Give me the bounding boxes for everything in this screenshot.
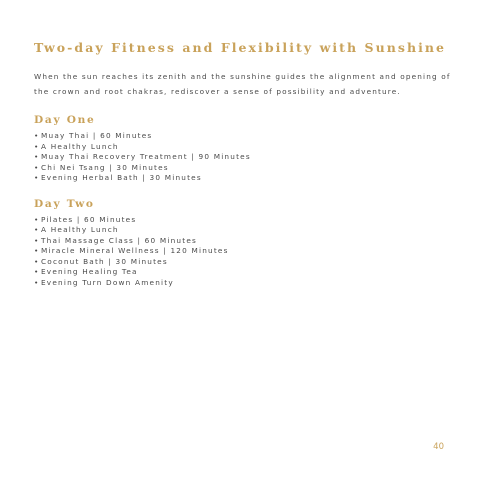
list-item-text: Evening Herbal Bath | 30 Minutes bbox=[41, 173, 202, 182]
bullet-icon: • bbox=[34, 256, 40, 266]
day-two-list bbox=[34, 215, 454, 289]
bullet-icon: • bbox=[34, 141, 40, 151]
list-item-text: Chi Nei Tsang | 30 Minutes bbox=[41, 162, 169, 172]
list-item bbox=[34, 142, 454, 153]
bullet-icon: • bbox=[34, 173, 40, 182]
list-item-text: Muay Thai Recovery Treatment | 90 Minutes bbox=[41, 152, 251, 161]
bullet-icon: • bbox=[34, 162, 40, 172]
list-item-text: Thai Massage Class | 60 Minutes bbox=[41, 235, 198, 245]
list-item bbox=[34, 173, 454, 184]
day-one-list bbox=[34, 131, 454, 184]
list-item-text: A Healthy Lunch bbox=[41, 141, 119, 151]
bullet-icon: • bbox=[34, 225, 40, 234]
list-item-text: A Healthy Lunch bbox=[41, 225, 119, 234]
list-item-text: Evening Healing Tea bbox=[41, 267, 138, 276]
list-item-text: Evening Turn Down Amenity bbox=[41, 277, 174, 287]
page-number: 40 bbox=[433, 442, 444, 452]
intro-paragraph: When the sun reaches its zenith and the sunshine guides the alignment and opening of the crown and root chakras, rediscover a sense of possibility and adventure. bbox=[34, 72, 451, 96]
day-two-heading: Day Two bbox=[34, 197, 95, 210]
list-item bbox=[34, 236, 454, 247]
list-item-text: Muay Thai | 60 Minutes bbox=[41, 131, 153, 140]
list-item-text: Pilates | 60 Minutes bbox=[41, 214, 137, 224]
bullet-icon: • bbox=[34, 214, 40, 224]
bullet-icon: • bbox=[34, 235, 40, 245]
bullet-icon: • bbox=[34, 277, 40, 287]
list-item bbox=[34, 131, 454, 142]
page-title: Two-day Fitness and Flexibility with Sunshine bbox=[34, 40, 447, 55]
list-item bbox=[34, 267, 454, 278]
bullet-icon: • bbox=[34, 267, 40, 276]
list-item bbox=[34, 152, 454, 163]
bullet-icon: • bbox=[34, 152, 40, 161]
list-item-text: Miracle Mineral Wellness | 120 Minutes bbox=[41, 246, 229, 255]
bullet-icon: • bbox=[34, 131, 40, 140]
list-item bbox=[34, 163, 454, 174]
list-item bbox=[34, 257, 454, 268]
list-item bbox=[34, 225, 454, 236]
list-item-text: Coconut Bath | 30 Minutes bbox=[41, 256, 168, 266]
list-item bbox=[34, 215, 454, 226]
bullet-icon: • bbox=[34, 246, 40, 255]
list-item bbox=[34, 246, 454, 257]
day-one-heading: Day One bbox=[34, 114, 96, 126]
document-page bbox=[34, 40, 454, 288]
list-item bbox=[34, 278, 454, 289]
